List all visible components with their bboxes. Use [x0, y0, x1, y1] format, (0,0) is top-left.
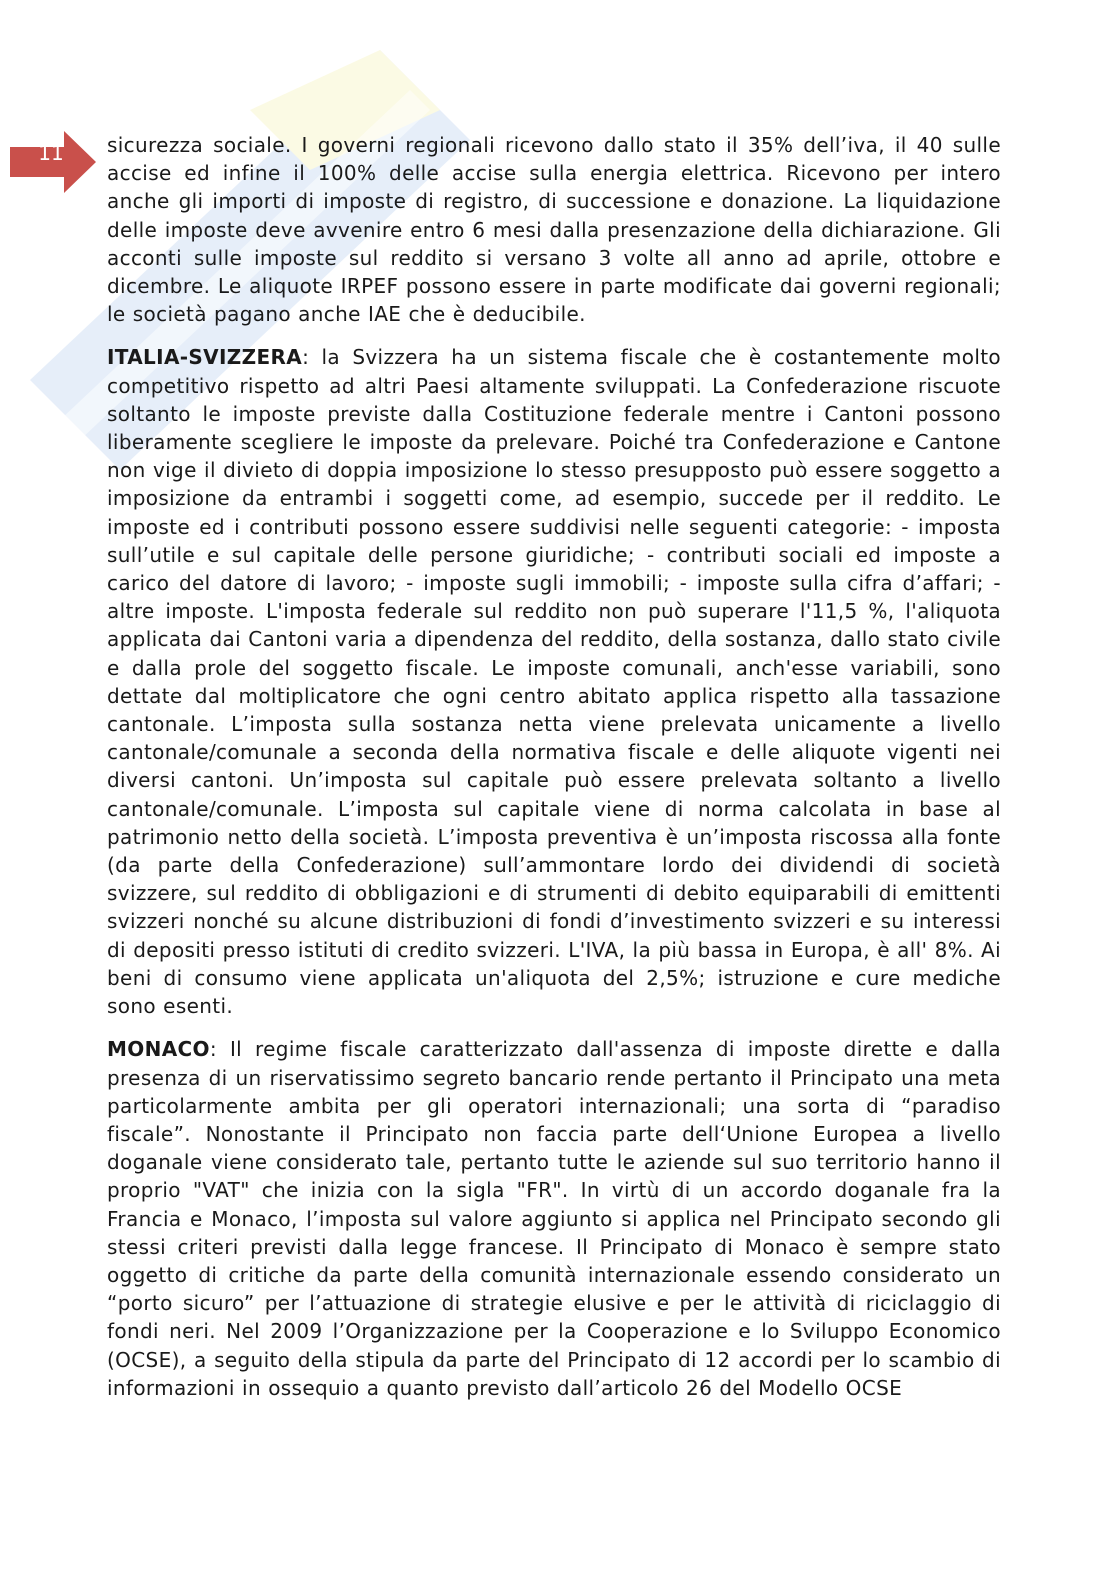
section-heading: ITALIA-SVIZZERA	[107, 345, 303, 370]
heading-separator: :	[302, 345, 322, 370]
paragraph-text: la Svizzera ha un sistema fiscale che è costantemente molto competitivo rispetto ad altri Paesi altamente sviluppati. La Confederazione riscuote soltanto le imposte previste dalla Costituzione federale mentre i Cantoni possono liberamente scegliere le imposte da prelevare. Poiché tra Confederazione e Cantone non vige il divieto di doppia imposizione lo stesso presupposto può essere soggetto a imposizione da entrambi i soggetti come, ad esempio, succede per il reddito. Le imposte ed i contributi possono essere suddivisi nelle seguenti categorie: - imposta sull’utile e sul capitale delle persone giuridiche; - contributi sociali ed imposte a carico del datore di lavoro; - imposte sugli immobili; - imposte sulla cifra d’affari; - altre imposte. L'imposta federale sul reddito non può superare l'11,5 %, l'aliquota applicata dai Cantoni varia a dipendenza del reddito, della sostanza, dallo stato civile e dalla prole del soggetto fiscale. Le imposte comunali, anch'esse variabili, sono dettate dal moltiplicatore che ogni centro abitato applica rispetto alla tassazione cantonale. L’imposta sulla sostanza netta viene prelevata unicamente a livello cantonale/comunale a seconda della normativa fiscale e delle aliquote vigenti nei diversi cantoni. Un’imposta sul capitale può essere prelevata soltanto a livello cantonale/comunale. L’imposta sul capitale viene di norma calcolata in base al patrimonio netto della società. L’imposta preventiva è un’imposta riscossa alla fonte (da parte della Confederazione) sull’ammontare lordo dei dividendi di società svizzere, sul reddito di obbligazioni e di strumenti di debito equiparabili di emittenti svizzeri nonché su alcune distribuzioni di fondi d’investimento svizzeri e su interessi di depositi presso istituti di credito svizzeri. L'IVA, la più bassa in Europa, è all' 8%. Ai beni di consumo viene applicata un'aliquota del 2,5%; istruzione e cure mediche sono esenti.	[107, 345, 1001, 1019]
section-heading: MONACO	[107, 1037, 210, 1062]
heading-separator: :	[209, 1037, 230, 1062]
document-body	[107, 131, 1001, 1417]
paragraph-monaco	[107, 1035, 1001, 1402]
paragraph-continuation	[107, 131, 1001, 328]
page-number-marker	[10, 131, 96, 193]
paragraph-text: sicurezza sociale. I governi regionali ricevono dallo stato il 35% dell’iva, il 40 sulle accise ed infine il 100% delle accise sulla energia elettrica. Ricevono per intero anche gli importi di imposte di registro, di successione e donazione. La liquidazione delle imposte deve avvenire entro 6 mesi dalla presenzazione della dichiarazione. Gli acconti sulle imposte sul reddito si versano 3 volte all anno ad aprile, ottobre e dicembre. Le aliquote IRPEF possono essere in parte modificate dai governi regionali; le società pagano anche IAE che è deducibile.	[107, 133, 1001, 327]
paragraph-text: Il regime fiscale caratterizzato dall'assenza di imposte dirette e dalla presenza di un riservatissimo segreto bancario rende pertanto il Principato una meta particolarmente ambita per gli operatori internazionali; una sorta di “paradiso fiscale”. Nonostante il Principato non faccia parte dell‘Unione Europea a livello doganale viene considerato tale, pertanto tutte le aziende sul suo territorio hanno il proprio "VAT" che inizia con la sigla "FR". In virtù di un accordo doganale fra la Francia e Monaco, l’imposta sul valore aggiunto si applica nel Principato secondo gli stessi criteri previsti dalla legge francese. Il Principato di Monaco è sempre stato oggetto di critiche da parte della comunità internazionale essendo considerato un “porto sicuro” per l’attuazione di strategie elusive e per le attività di riciclaggio di fondi neri. Nel 2009 l’Organizzazione per la Cooperazione e lo Sviluppo Economico (OCSE), a seguito della stipula da parte del Principato di 12 accordi per lo scambio di informazioni in ossequio a quanto previsto dall’articolo 26 del Modello OCSE	[107, 1037, 1002, 1400]
page-number: 11	[38, 141, 64, 165]
paragraph-italia-svizzera	[107, 343, 1001, 1020]
